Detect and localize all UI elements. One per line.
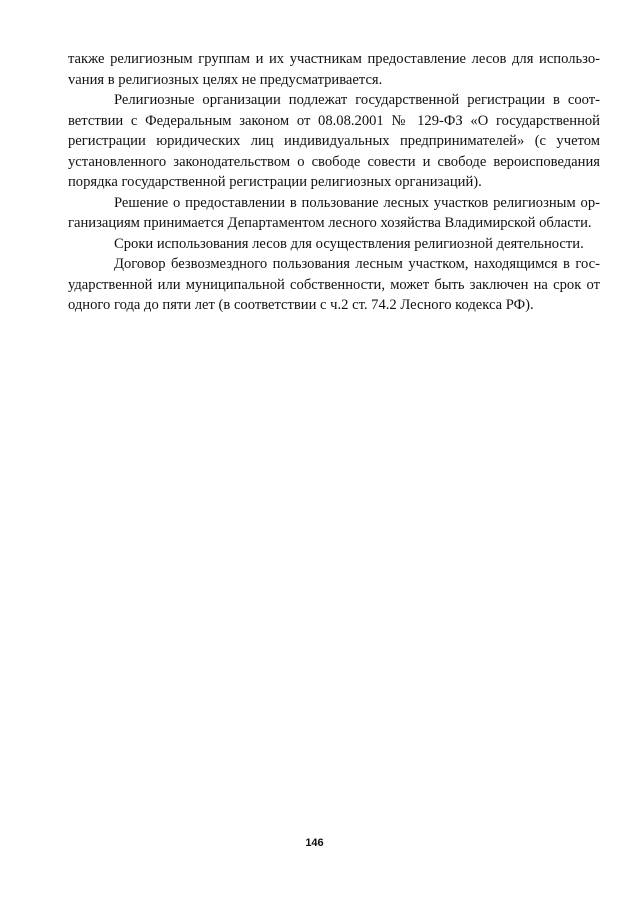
paragraph-decision: Решение о предоставлении в пользование лесных участков религиозным организациям принимается Департаментом лесного хозяйства Владимирской области. <box>68 194 600 231</box>
paragraph-contract: Договор безвозмездного пользования лесным участком, находящимся в государственной или муниципальной собственности, может быть заключен на срок от одного года до пяти лет (в соответствии с ч.2 ст. 74.2 Лесного кодекса РФ). <box>68 256 600 313</box>
body-text <box>68 49 600 316</box>
paragraph-registration: Религиозные организации подлежат государственной регистрации в соответствии с Федеральным законом от 08.08.2001 № 129-ФЗ «О государственной регистрации юридических лиц индивидуальных предпринимателей» (с учетом установленного законодательством о свободе совести и свободе вероисповедания порядка государственной регистрации религиозных организаций). <box>68 92 600 190</box>
page-number: 146 <box>305 837 324 849</box>
paragraph-continuation: также религиозным группам и их участникам предоставление лесов для использоvания в религиозных целях не предусматривается. <box>68 51 600 88</box>
paragraph-terms-heading: Сроки использования лесов для осуществления религиозной деятельности. <box>114 235 584 252</box>
